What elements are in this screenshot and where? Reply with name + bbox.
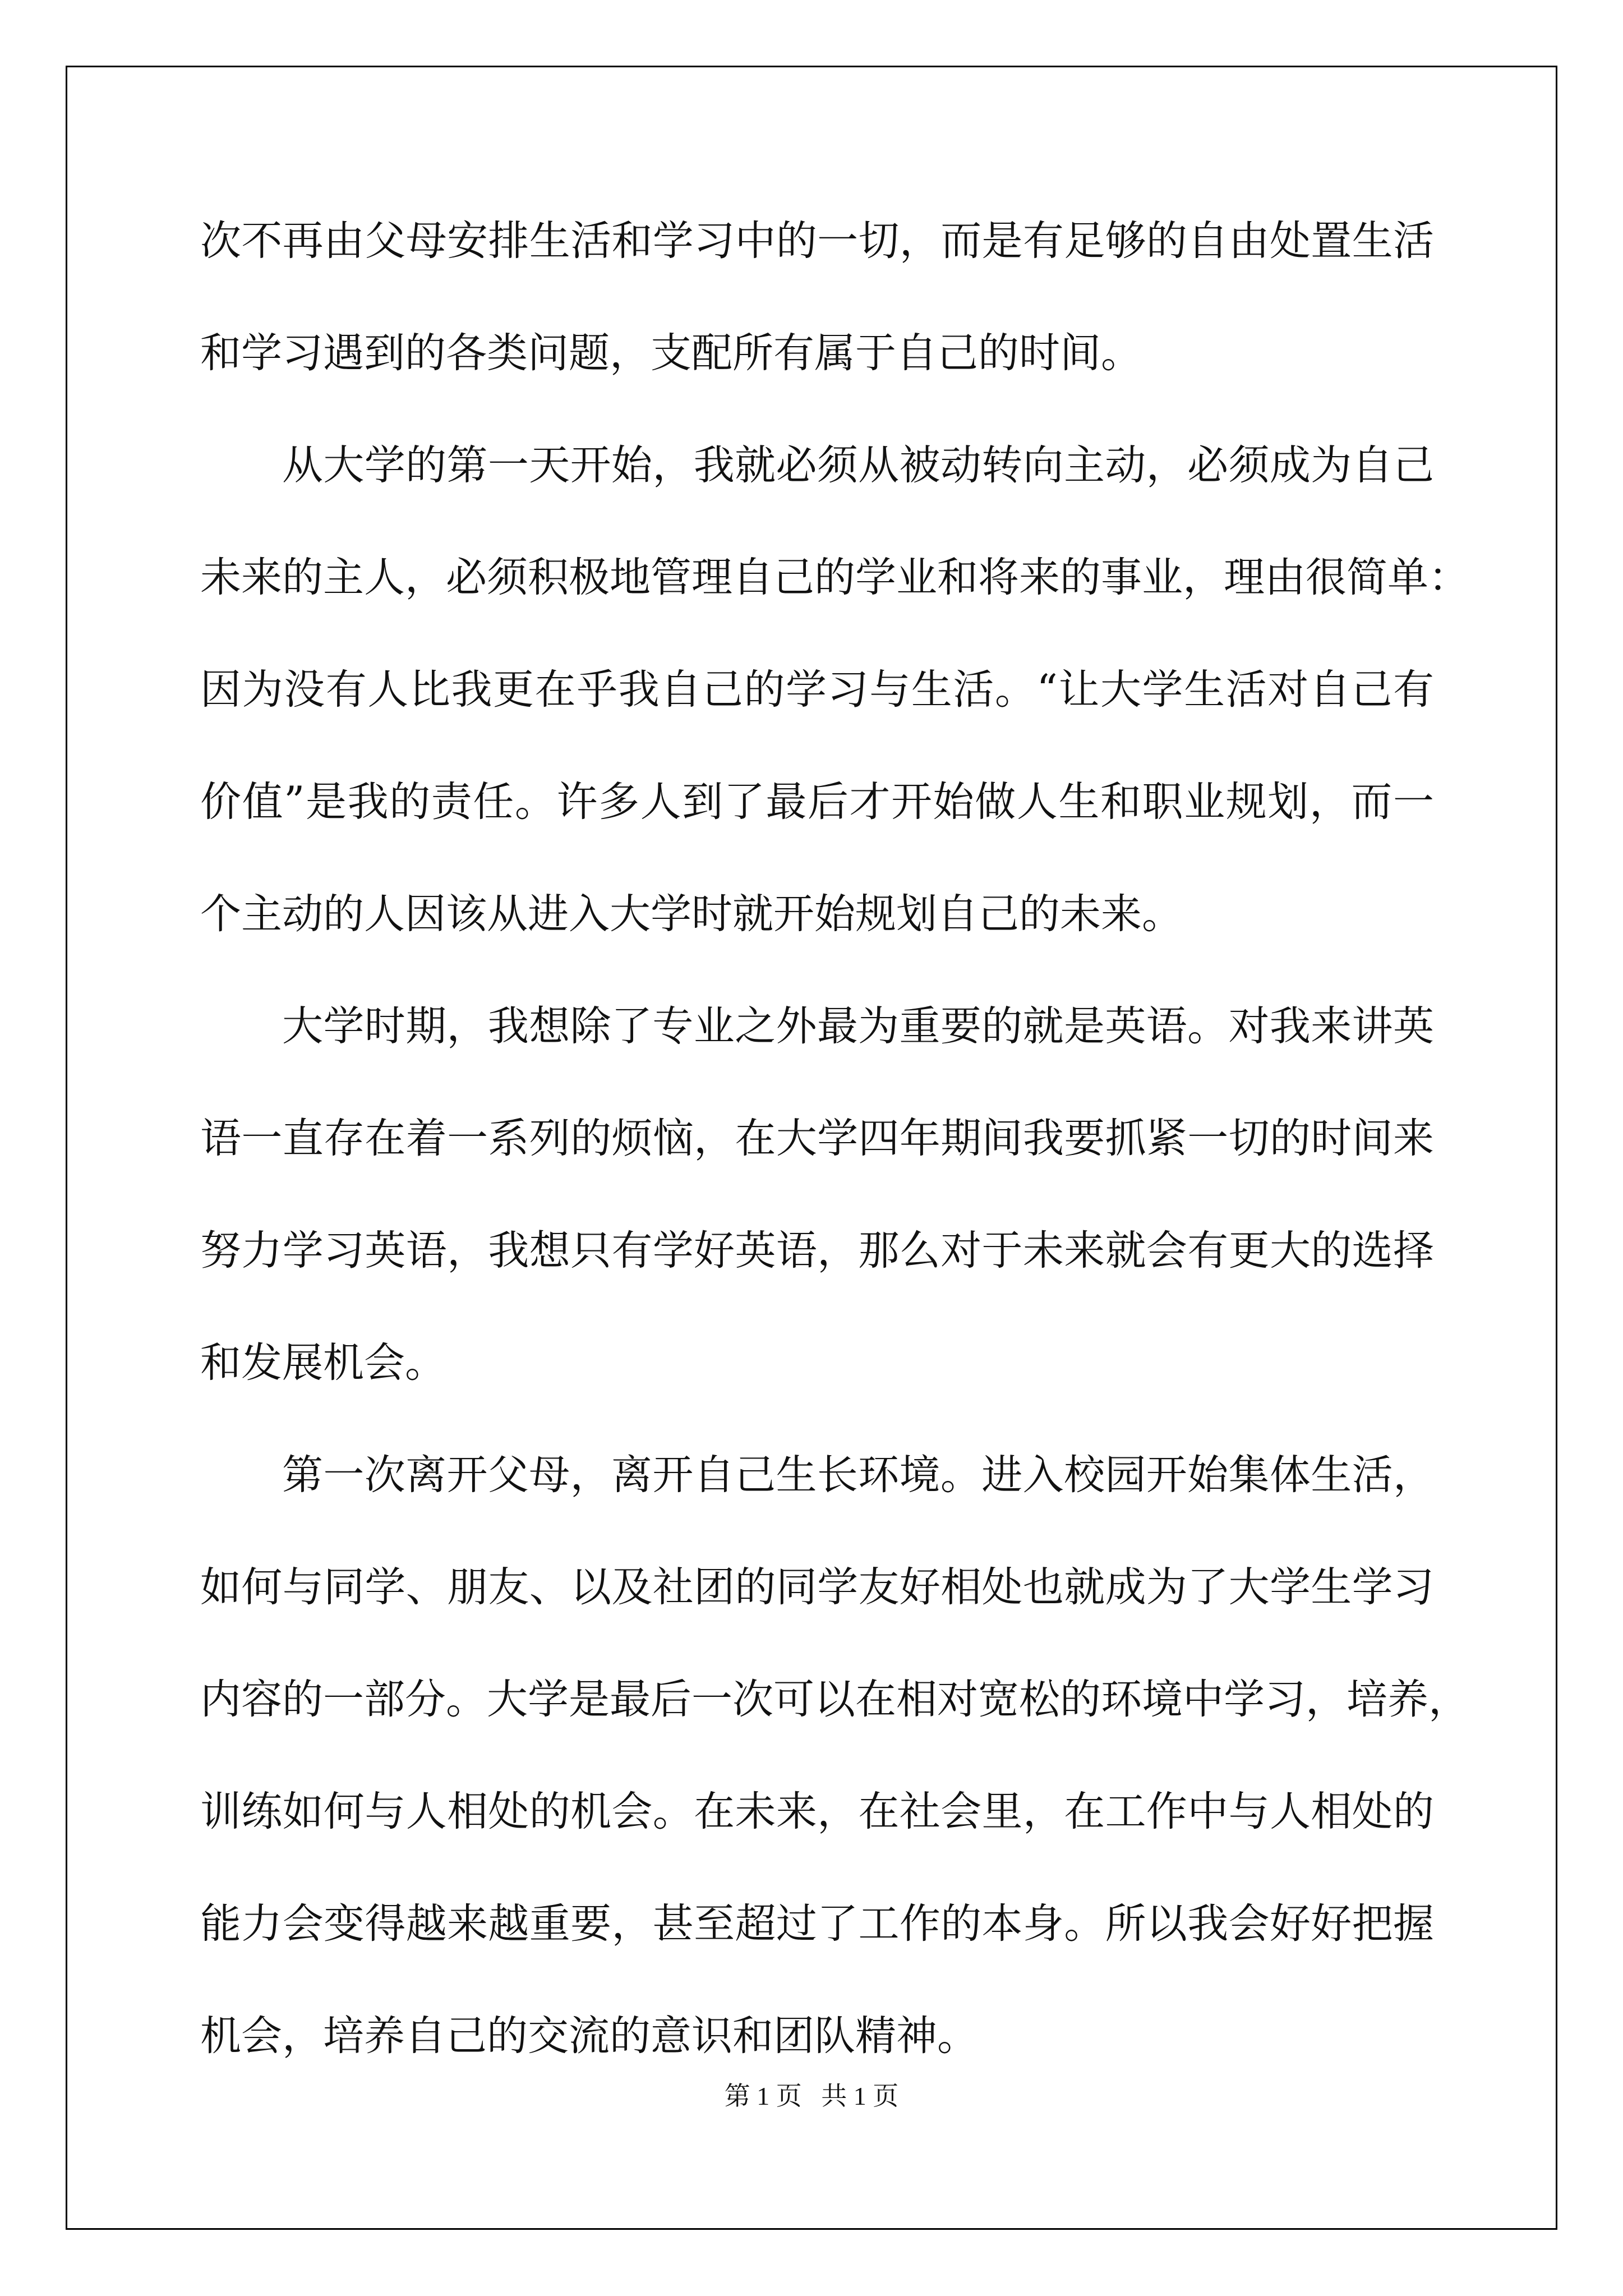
paragraph-2 (200, 440, 1469, 1001)
text-line: 因为没有人比我更在乎我自己的学习与生活。“让大学生活对自己有 (200, 666, 1434, 714)
paragraph-1 (200, 216, 1434, 440)
text-line: 训练如何与人相处的机会。在未来，在社会里，在工作中与人相处的 (200, 1788, 1434, 1835)
text-line: 如何与同学、朋友、以及社团的同学友好相处也就成为了大学生学习 (200, 1563, 1434, 1611)
document-body (200, 216, 1469, 2123)
text-line: 内容的一部分。大学是最后一次可以在相对宽松的环境中学习，培养， (200, 1676, 1469, 1723)
text-line: 语一直存在着一系列的烦恼，在大学四年期间我要抓紧一切的时间来 (200, 1115, 1434, 1162)
page-number-footer: 第 1 页 共 1 页 (724, 2082, 899, 2110)
text-line: 能力会变得越来越重要，甚至超过了工作的本身。所以我会好好把握 (200, 1900, 1434, 1948)
text-line: 未来的主人，必须积极地管理自己的学业和将来的事业，理由很简单： (200, 554, 1469, 601)
text-line: 个主动的人因该从进入大学时就开始规划自己的未来。 (200, 890, 1183, 938)
paragraph-4 (200, 1450, 1469, 2123)
text-line: 价值”是我的责任。许多人到了最后才开始做人生和职业规划，而一 (200, 778, 1434, 826)
text-line: 努力学习英语，我想只有学好英语，那么对于未来就会有更大的选择 (200, 1227, 1434, 1274)
text-line: 第一次离开父母，离开自己生长环境。进入校园开始集体生活， (282, 1451, 1434, 1499)
text-line: 从大学的第一天开始，我就必须从被动转向主动，必须成为自己 (282, 441, 1434, 489)
text-line: 和学习遇到的各类问题，支配所有属于自己的时间。 (200, 329, 1142, 377)
text-line: 机会，培养自己的交流的意识和团队精神。 (200, 2012, 978, 2060)
text-line: 和发展机会。 (200, 1339, 446, 1387)
paragraph-3 (200, 1001, 1434, 1450)
text-line: 次不再由父母安排生活和学习中的一切，而是有足够的自由处置生活 (200, 217, 1434, 265)
text-line: 大学时期，我想除了专业之外最为重要的就是英语。对我来讲英 (282, 1002, 1434, 1050)
